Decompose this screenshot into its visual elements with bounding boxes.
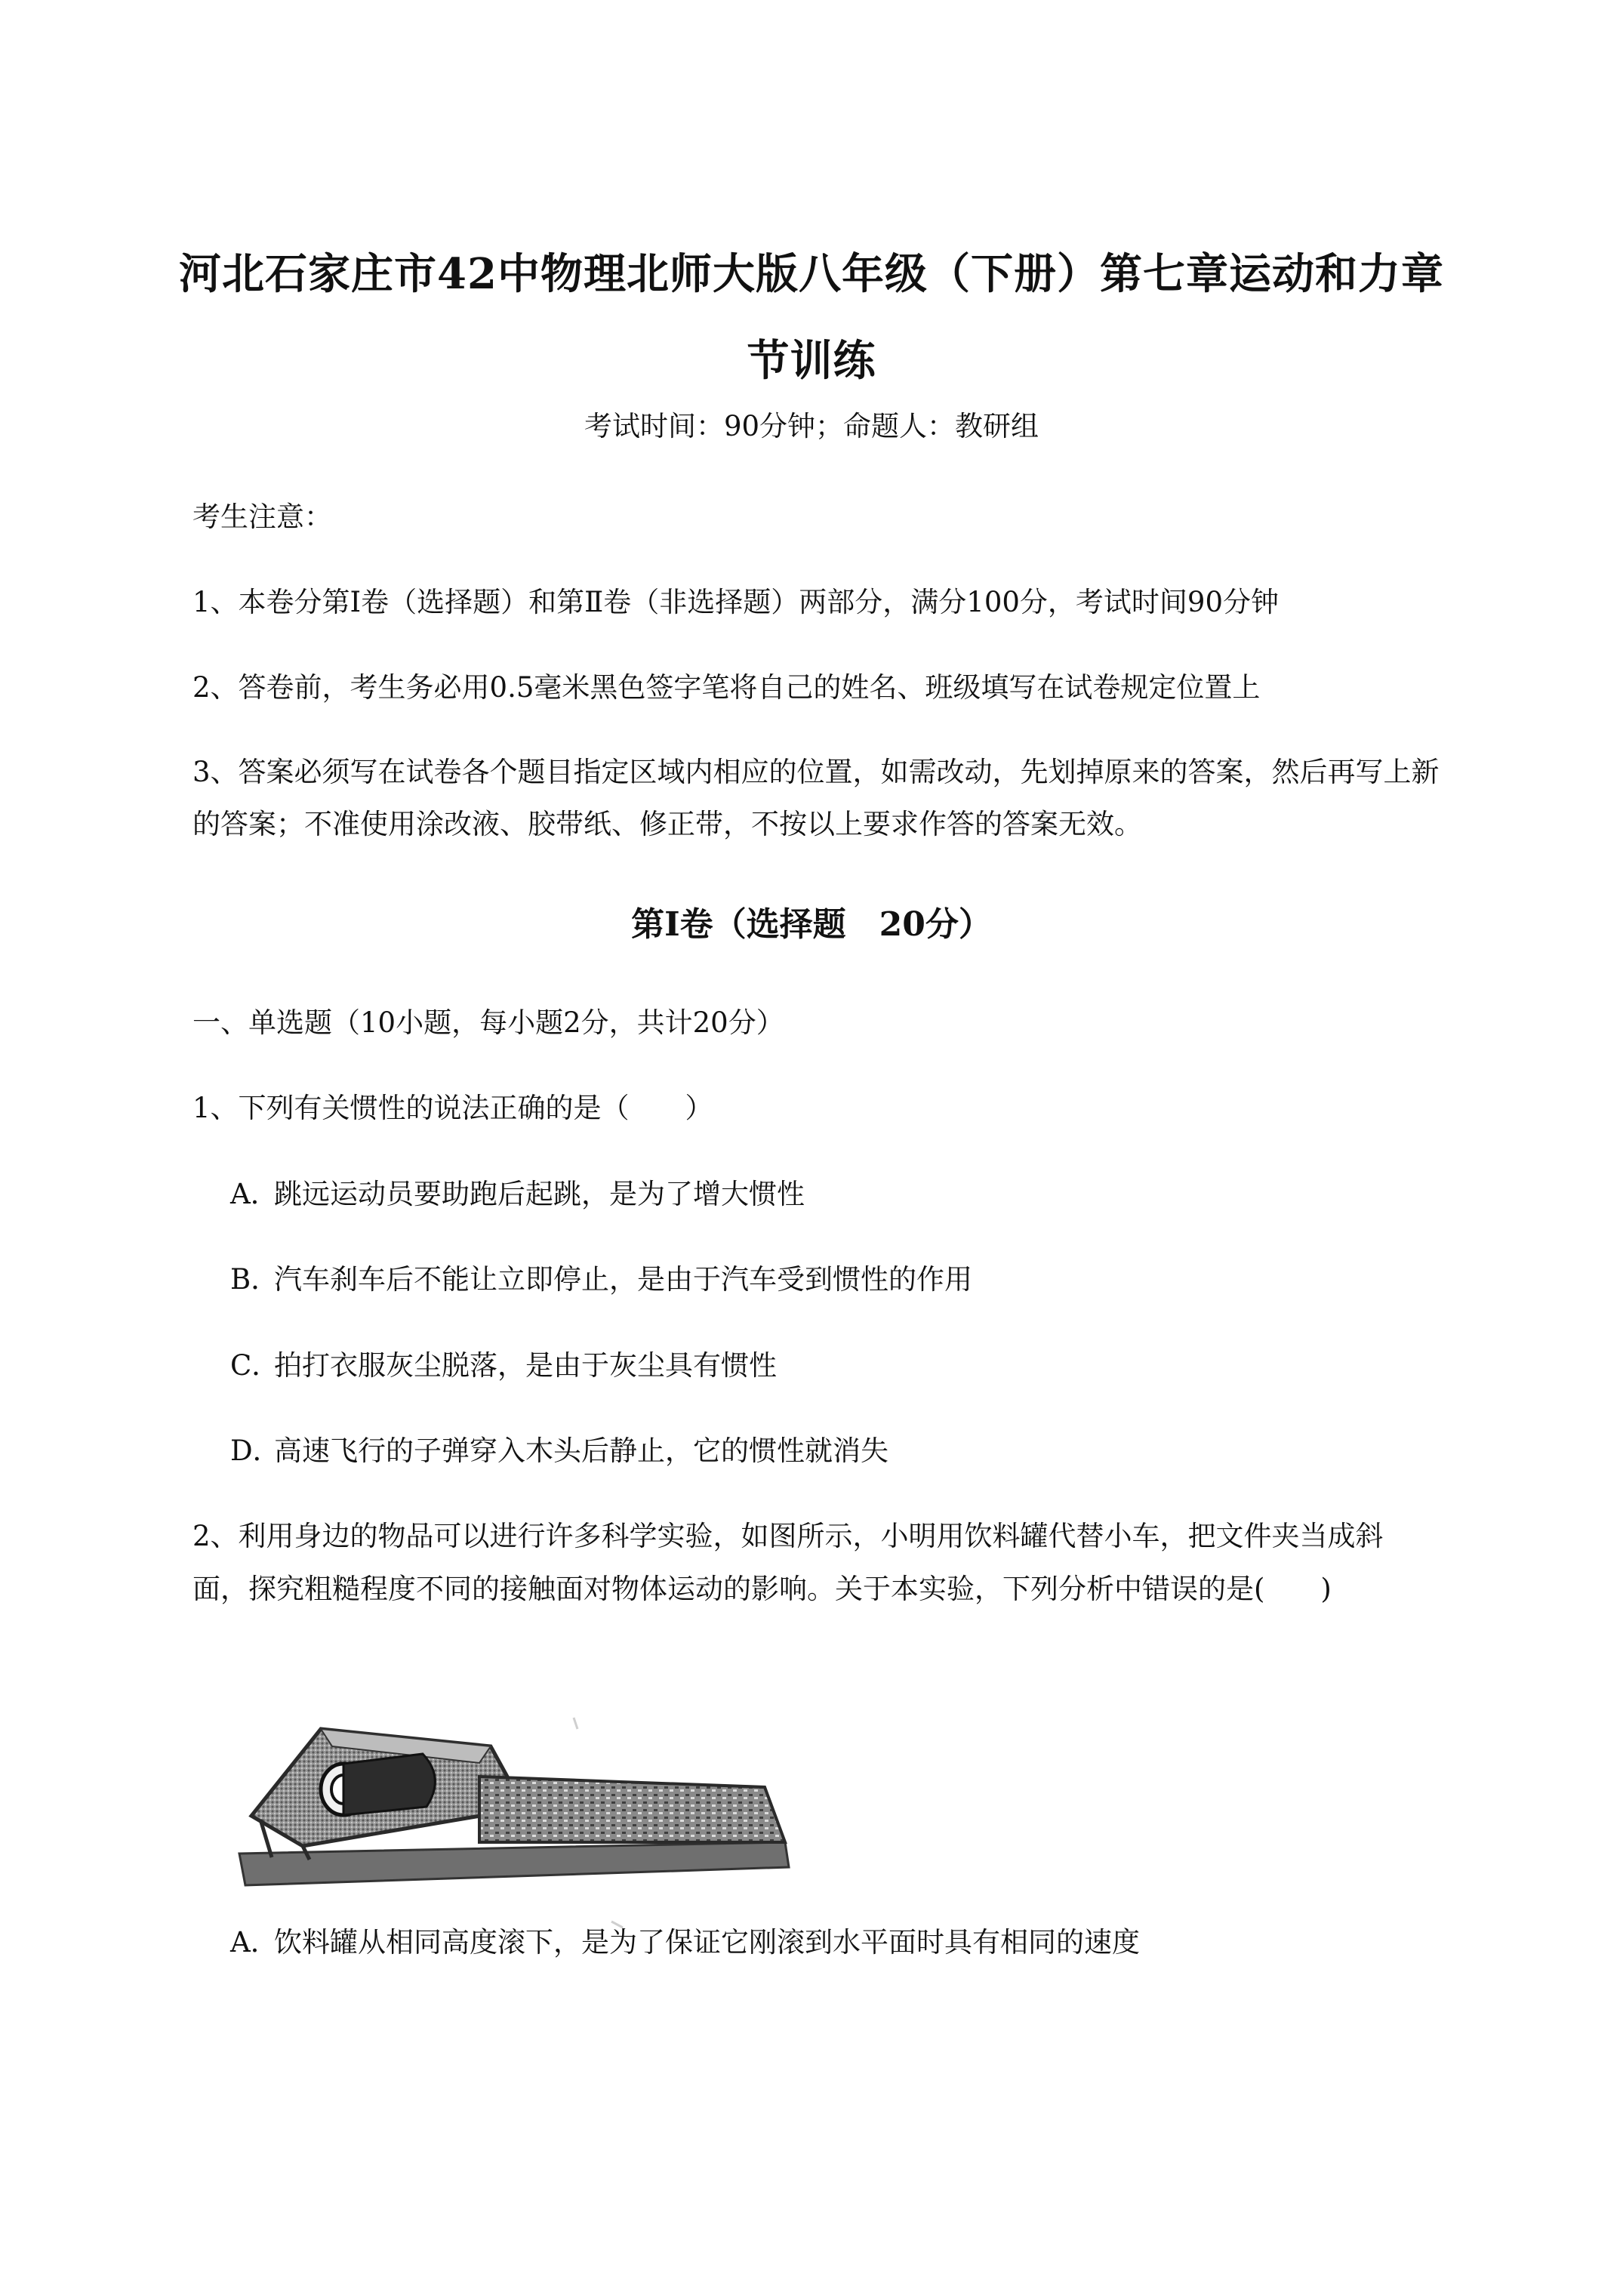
notice-item-3: 3、答案必须写在试卷各个题目指定区域内相应的位置，如需改动，先划掉原来的答案，然后再写上新	[192, 756, 1440, 788]
question-1-stem: 1、下列有关惯性的说法正确的是（ ）	[192, 1092, 713, 1124]
exam-subtitle: 考试时间：90分钟；命题人：教研组	[584, 410, 1039, 442]
option-text: 拍打衣服灰尘脱落，是由于灰尘具有惯性	[274, 1349, 777, 1382]
question-1-option-c	[230, 1347, 777, 1385]
option-key: D．	[230, 1435, 281, 1467]
incline-experiment-figure	[230, 1687, 800, 1937]
rough-surface	[479, 1777, 785, 1842]
option-key: A．	[230, 1178, 279, 1210]
option-key: B．	[230, 1263, 279, 1296]
notice-item-3-cont: 的答案；不准使用涂改液、胶带纸、修正带，不按以上要求作答的答案无效。	[192, 808, 1142, 840]
section-title: 第I卷（选择题 20分）	[631, 905, 992, 944]
notice-item-2: 2、答卷前，考生务必用0.5毫米黑色签字笔将自己的姓名、班级填写在试卷规定位置上	[192, 671, 1261, 704]
question-1-option-b	[230, 1261, 972, 1299]
exam-title-line-1: 河北石家庄市42中物理北师大版八年级（下册）第七章运动和力章	[179, 249, 1444, 299]
question-1-option-a	[230, 1176, 805, 1213]
option-text: 汽车刹车后不能让立即停止，是由于汽车受到惯性的作用	[274, 1263, 972, 1296]
base-board	[239, 1842, 789, 1885]
option-key: C．	[230, 1349, 280, 1382]
option-key: A．	[230, 1926, 279, 1959]
notice-heading: 考生注意：	[192, 501, 332, 533]
option-text: 高速飞行的子弹穿入木头后静止，它的惯性就消失	[274, 1435, 888, 1467]
question-2-option-a	[230, 1924, 1140, 1962]
part-heading: 一、单选题（10小题，每小题2分，共计20分）	[192, 1006, 784, 1039]
question-2-stem-line-2: 面，探究粗糙程度不同的接触面对物体运动的影响。关于本实验，下列分析中错误的是( )	[192, 1573, 1332, 1605]
option-text: 跳远运动员要助跑后起跳，是为了增大惯性	[274, 1178, 805, 1210]
exam-title-line-2: 节训练	[747, 336, 876, 386]
option-text: 饮料罐从相同高度滚下，是为了保证它刚滚到水平面时具有相同的速度	[274, 1926, 1140, 1959]
drink-can-icon	[321, 1754, 435, 1815]
question-1-option-d	[230, 1432, 888, 1470]
question-2-stem-line-1: 2、利用身边的物品可以进行许多科学实验，如图所示，小明用饮料罐代替小车，把文件夹当成斜	[192, 1520, 1384, 1552]
notice-item-1: 1、本卷分第I卷（选择题）和第Ⅱ卷（非选择题）两部分，满分100分，考试时间90分钟	[192, 586, 1280, 618]
